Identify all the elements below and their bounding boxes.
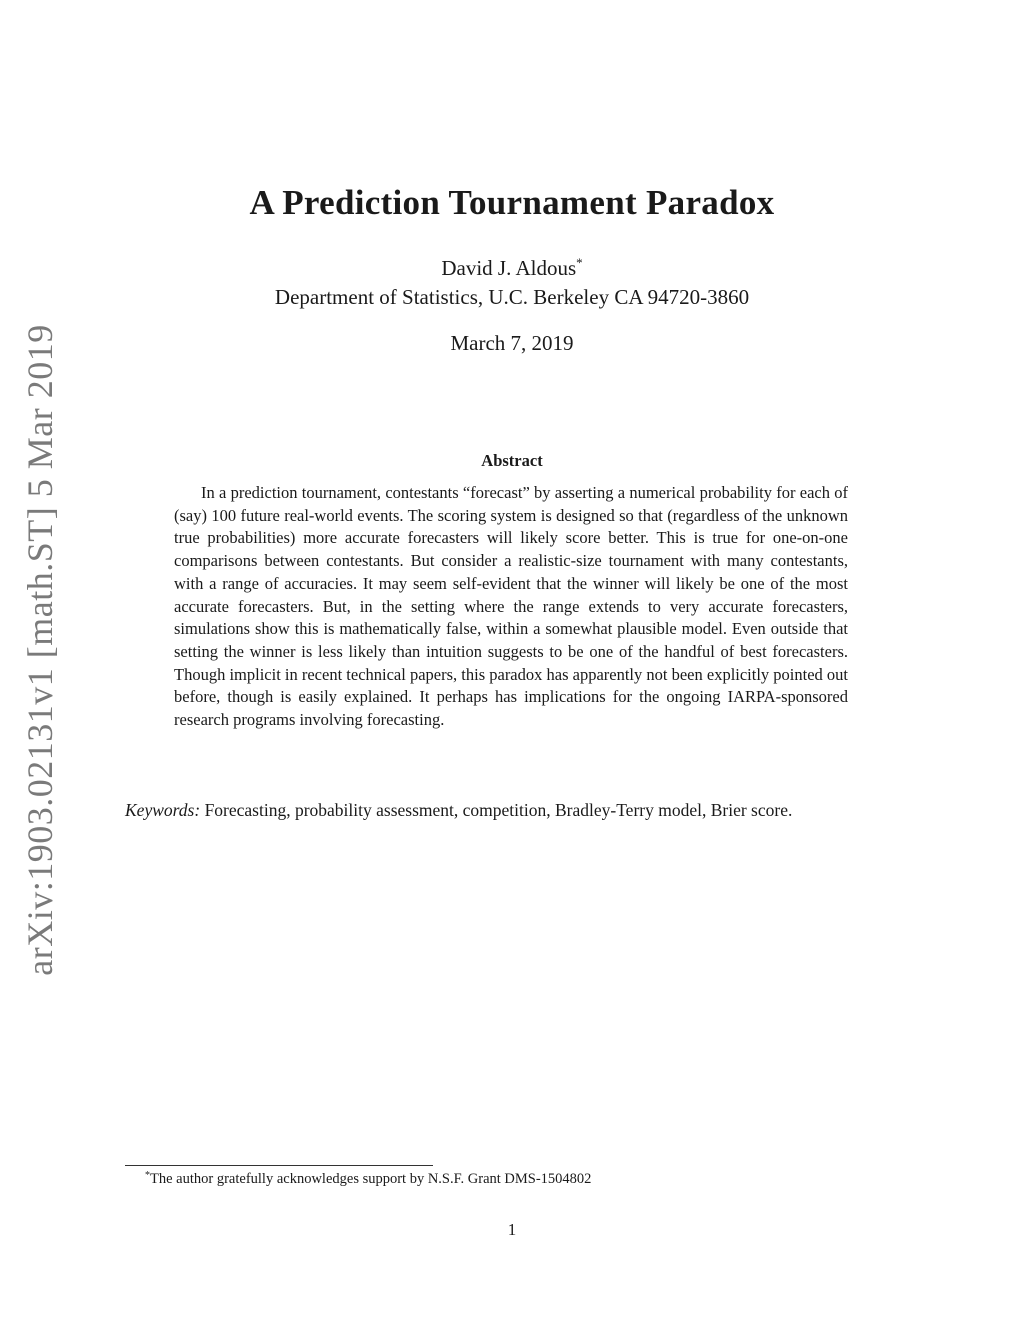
paper-title: A Prediction Tournament Paradox bbox=[249, 183, 775, 222]
keywords-text: Forecasting, probability assessment, competition, Bradley-Terry model, Brier score. bbox=[204, 800, 793, 820]
footnote-divider bbox=[125, 1165, 433, 1166]
footnote bbox=[145, 1170, 591, 1188]
abstract-heading: Abstract bbox=[481, 451, 543, 470]
author-footnote-mark: * bbox=[576, 255, 583, 270]
page-number: 1 bbox=[507, 1220, 517, 1239]
footnote-text: The author gratefully acknowledges support by N.S.F. Grant DMS-1504802 bbox=[150, 1171, 592, 1187]
author-line bbox=[0, 255, 1024, 281]
footnote-mark: * bbox=[145, 1170, 150, 1181]
author-name: David J. Aldous bbox=[441, 256, 577, 280]
keywords-label: Keywords: bbox=[125, 800, 201, 820]
abstract-body: In a prediction tournament, contestants “forecast” by asserting a numerical probability for each of (say) 100 future real-world events. The scoring system is designed so that (regardless of the unknown true probabilities) more accurate forecasters will likely score better. This is true for one-on-one comparisons between contestants. But consider a realistic-size tournament with many contestants, with a range of accuracies. It may seem self-evident that the winner will likely be one of the most accurate forecasters. But, in the setting where the range extends to very accurate forecasters, simulations show this is mathematically false, within a somewhat plausible model. Even outside that setting the winner is less likely than intuition suggests to be one of the handful of best forecasters. Though implicit in recent technical papers, this paradox has apparently not been explicitly pointed out before, though is easily explained. It perhaps has implications for the ongoing IARPA-sponsored research programs involving forecasting. bbox=[174, 483, 849, 730]
author-affiliation: Department of Statistics, U.C. Berkeley CA 94720-3860 bbox=[274, 285, 750, 309]
keywords-paragraph bbox=[125, 798, 897, 823]
arxiv-identifier-stamp: arXiv:1903.02131v1 [math.ST] 5 Mar 2019 bbox=[20, 324, 60, 976]
paper-date: March 7, 2019 bbox=[450, 331, 574, 355]
